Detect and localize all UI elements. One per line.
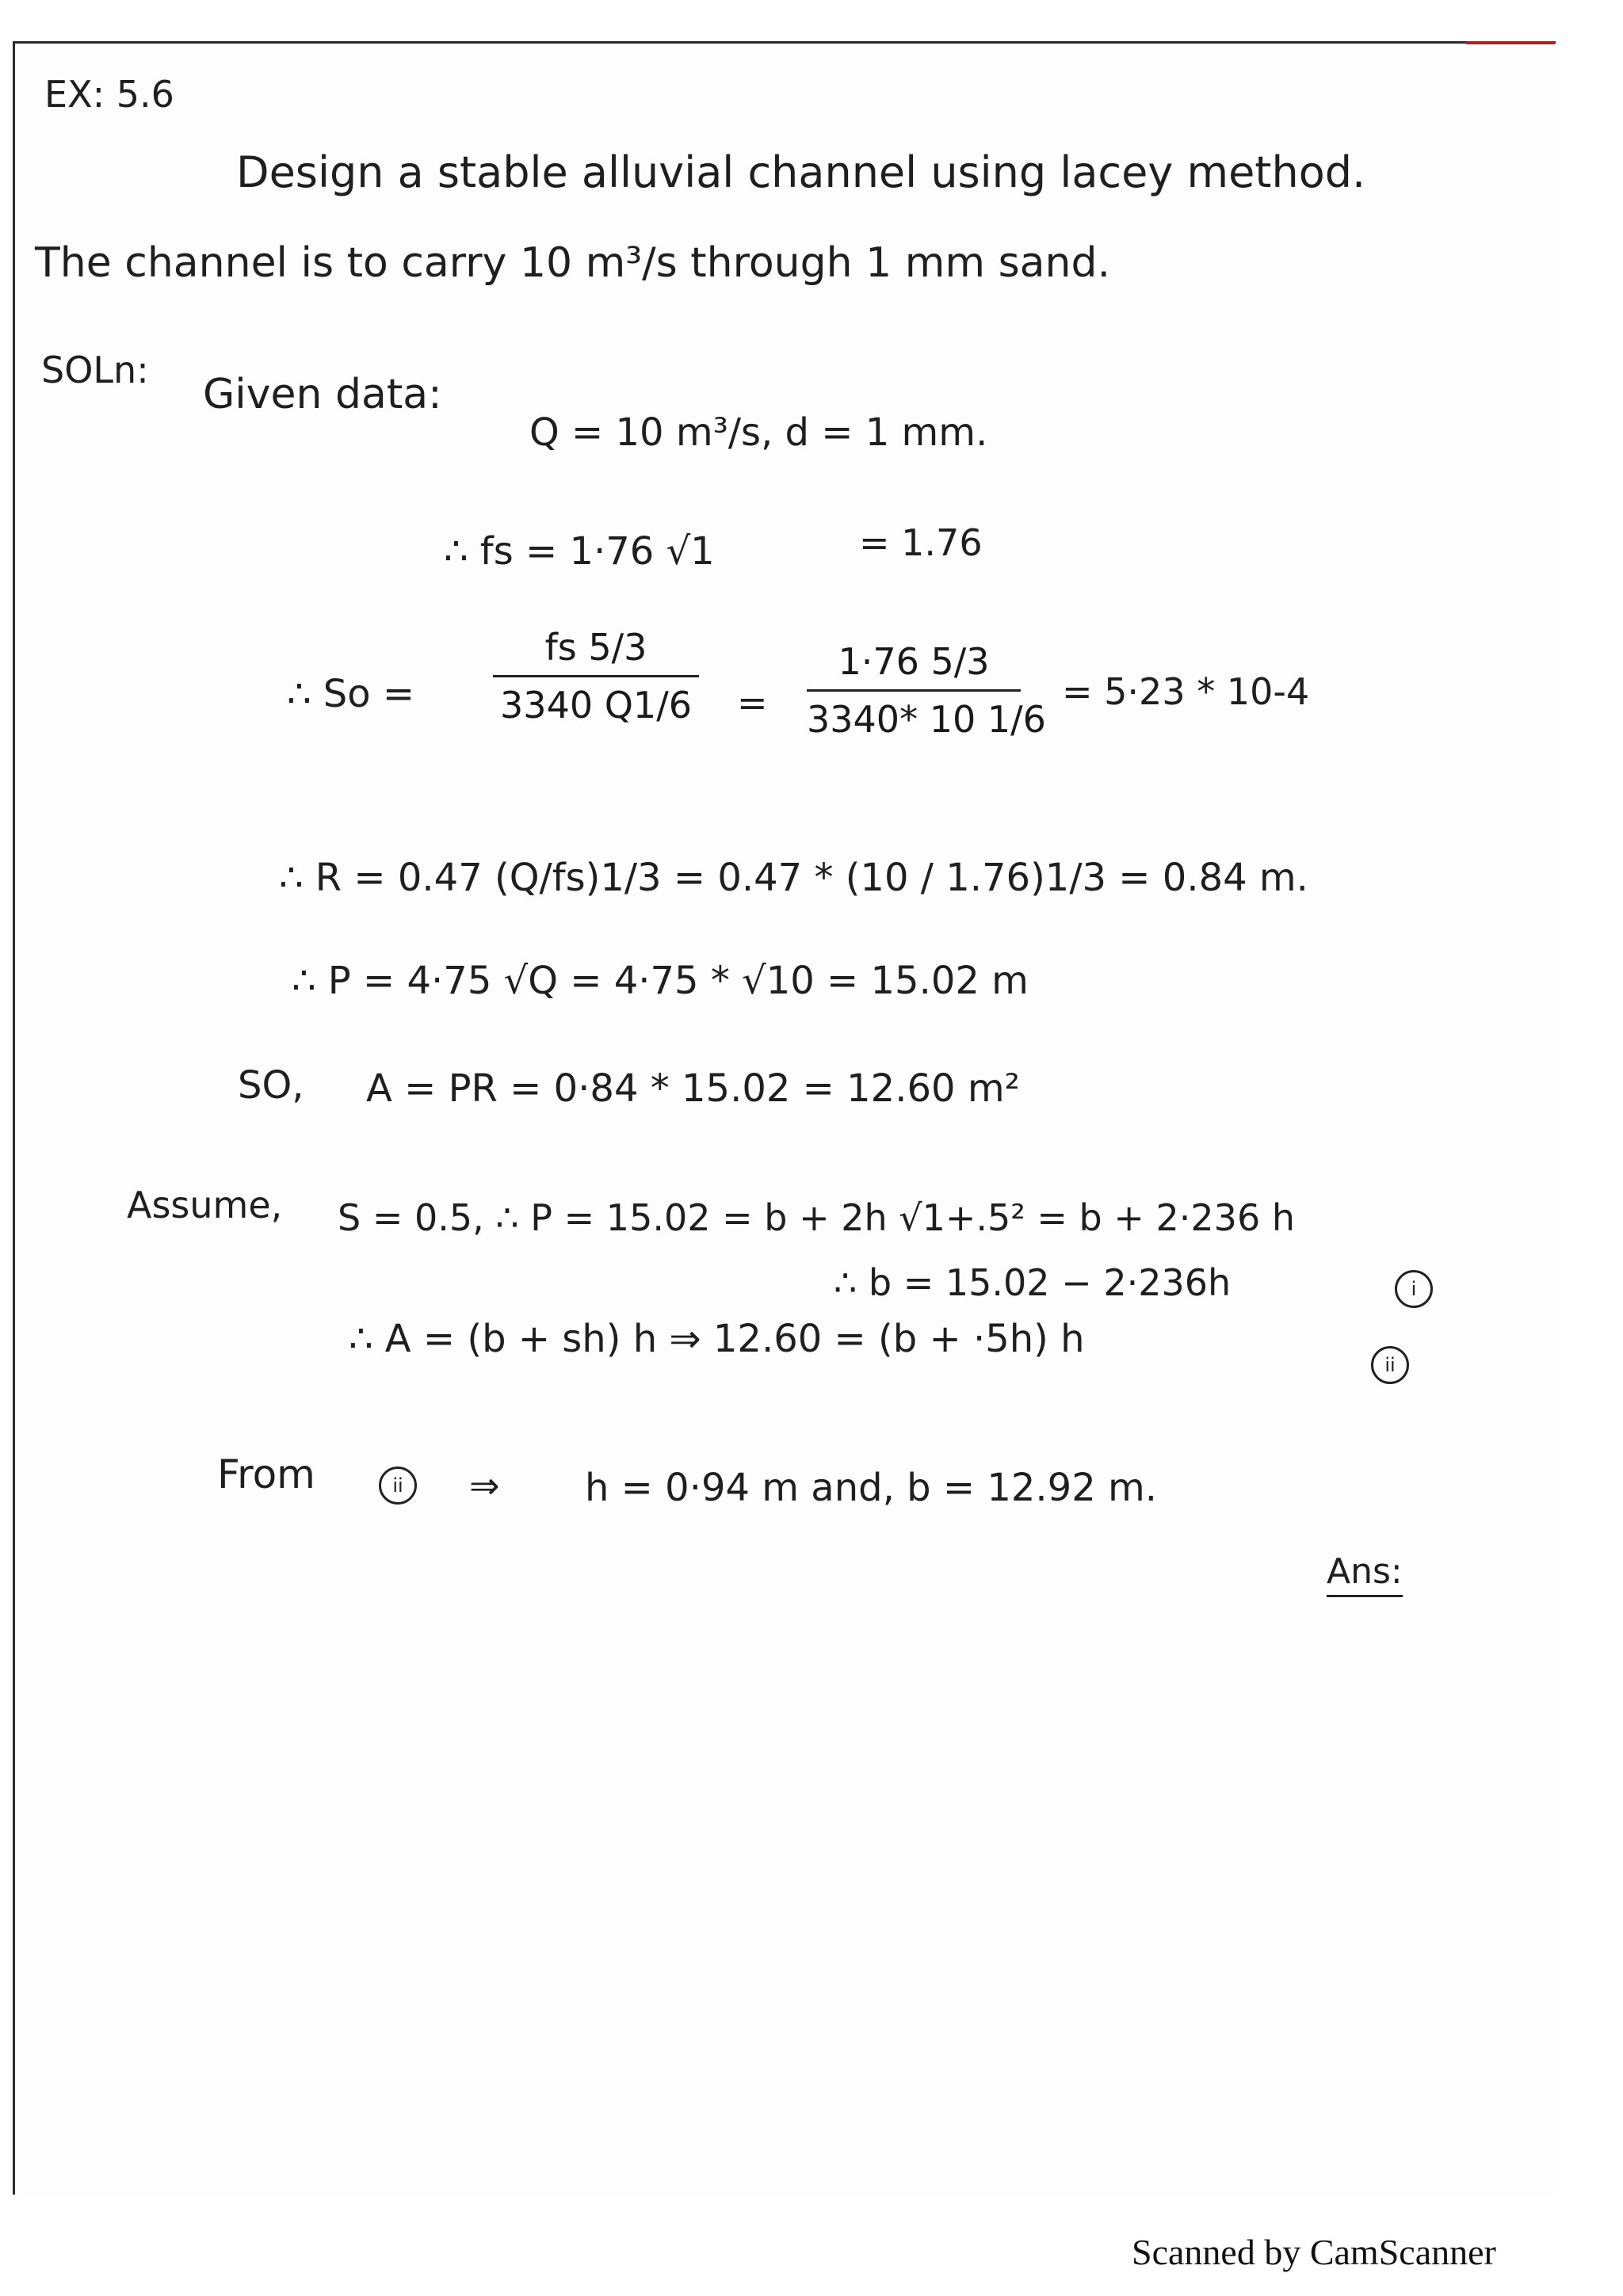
circled-number-icon: ii	[379, 1466, 417, 1505]
area-depth-equation: ∴ A = (b + sh) h ⇒ 12.60 = (b + ·5h) h	[349, 1317, 1085, 1361]
so-fraction-1-denominator: 3340 Q1/6	[500, 684, 692, 727]
circled-number-icon: ii	[1371, 1346, 1409, 1384]
fraction-bar	[807, 689, 1021, 692]
given-values: Q = 10 m³/s, d = 1 mm.	[529, 410, 988, 455]
page-top-edge	[1466, 41, 1555, 44]
solution-label: SOLn:	[41, 349, 149, 391]
fs-result: = 1.76	[859, 521, 983, 564]
problem-line-2: The channel is to carry 10 m³/s through 1 mm sand.	[35, 239, 1111, 287]
so-fraction-1	[493, 626, 699, 727]
assume-label: Assume,	[127, 1184, 283, 1226]
answer-label: Ans:	[1327, 1551, 1403, 1592]
equation-marker-ii	[1371, 1339, 1409, 1385]
so-fraction-2-numerator: 1·76 5/3	[838, 640, 990, 683]
scanner-watermark: Scanned by CamScanner	[1132, 2232, 1496, 2272]
so-fraction-1-numerator: fs 5/3	[544, 626, 647, 669]
equation-marker-i	[1395, 1263, 1433, 1309]
so-fraction-2-denominator: 3340* 10 1/6	[807, 698, 1046, 741]
from-label: From	[217, 1451, 315, 1497]
so-equals: =	[737, 681, 768, 724]
fs-equation: ∴ fs = 1·76 √1	[444, 529, 715, 574]
final-result: h = 0·94 m and, b = 12.92 m.	[585, 1466, 1158, 1510]
so-result: = 5·23 * 10-4	[1062, 670, 1310, 713]
perimeter-assumption-equation: S = 0.5, ∴ P = 15.02 = b + 2h √1+.5² = b + 2·236 h	[338, 1196, 1295, 1239]
example-number: EX: 5.6	[44, 73, 174, 116]
circled-number-icon: i	[1395, 1270, 1433, 1308]
fraction-bar	[493, 675, 699, 677]
so-label: ∴ So =	[287, 672, 415, 716]
p-equation: ∴ P = 4·75 √Q = 4·75 * √10 = 15.02 m	[292, 959, 1029, 1003]
r-equation: ∴ R = 0.47 (Q/fs)1/3 = 0.47 * (10 / 1.76)1/3 = 0.84 m.	[279, 856, 1308, 900]
so-fraction-2	[807, 640, 1046, 741]
problem-line-1: Design a stable alluvial channel using lacey method.	[236, 147, 1366, 197]
b-equation: ∴ b = 15.02 − 2·236h	[834, 1261, 1232, 1304]
so-word: SO,	[238, 1063, 304, 1108]
implies-arrow-icon: ⇒	[469, 1464, 500, 1507]
given-data-label: Given data:	[203, 371, 442, 418]
area-equation: A = PR = 0·84 * 15.02 = 12.60 m²	[366, 1066, 1020, 1111]
notebook-page	[13, 41, 1556, 2195]
from-reference	[379, 1459, 417, 1505]
